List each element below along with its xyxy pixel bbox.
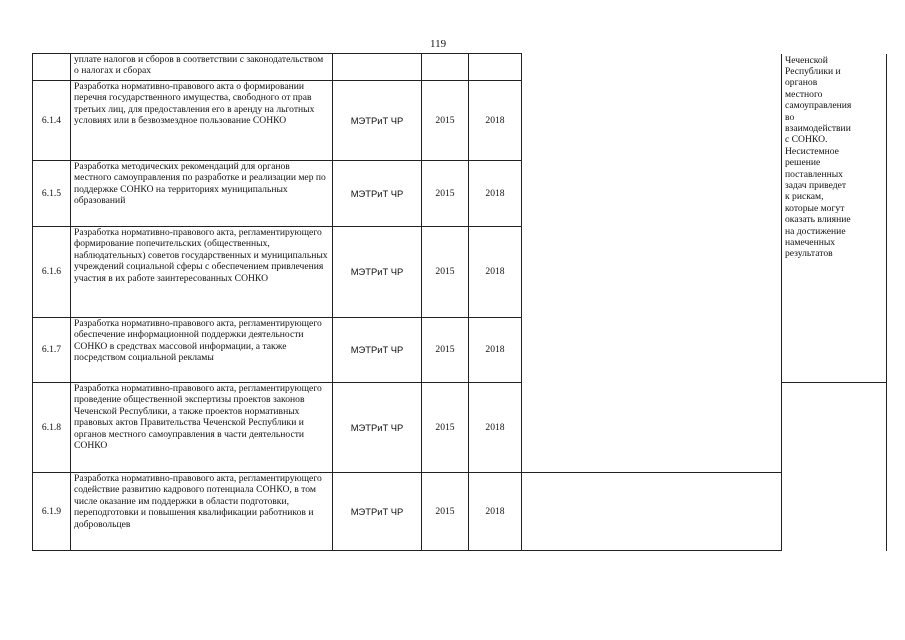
blank-column [522, 473, 782, 551]
executor: МЭТРиТ ЧР [333, 383, 422, 473]
executor: МЭТРиТ ЧР [333, 318, 422, 383]
end-year: 2018 [469, 227, 522, 318]
executor: МЭТРиТ ЧР [333, 81, 422, 161]
start-year: 2015 [422, 81, 469, 161]
row-number: 6.1.5 [33, 161, 71, 227]
measure-description: Разработка нормативно-правового акта, регламентирующего обеспечение информационной поддержки деятельности СОНКО в средствах массовой информации, а также посредством социальной рекламы [71, 318, 333, 383]
end-year: 2018 [469, 383, 522, 473]
table-row [33, 473, 889, 551]
measure-description: Разработка методических рекомендаций для органов местного самоуправления по разработке и реализации мер по поддержке СОНКО на территориях муниципальных образований [71, 161, 333, 227]
risk-cell-empty [782, 383, 887, 551]
end-year: 2018 [469, 318, 522, 383]
start-year: 2015 [422, 227, 469, 318]
measure-description: уплате налогов и сборов в соответствии с законодательством о налогах и сборах [71, 54, 333, 81]
row-number: 6.1.8 [33, 383, 71, 473]
start-year [422, 54, 469, 81]
risk-description: Чеченской Республики и органов местного самоуправления во взаимодействии с СОНКО. Несистемное решение поставленных задач приведет к рискам, которые могут оказать влияние на достижение намеченных результатов [785, 54, 852, 260]
measure-description: Разработка нормативно-правового акта, регламентирующего содействие развитию кадрового потенциала СОНКО, в том числе оказание им поддержки в области подготовки, переподготовки и повышения квалификации работников и добровольцев [71, 473, 333, 551]
start-year: 2015 [422, 161, 469, 227]
row-number: 6.1.9 [33, 473, 71, 551]
start-year: 2015 [422, 318, 469, 383]
measure-description: Разработка нормативно-правового акта, регламентирующего формирование попечительских (общественных, наблюдательных) советов государственных и муниципальных учреждений социальной сферы с обеспечением привлечения участия в их работе заинтересованных СОНКО [71, 227, 333, 318]
executor: МЭТРиТ ЧР [333, 161, 422, 227]
right-edge-line [887, 54, 889, 551]
end-year [469, 54, 522, 81]
measures-table [32, 53, 888, 551]
blank-column [522, 54, 782, 473]
row-number: 6.1.6 [33, 227, 71, 318]
measure-description: Разработка нормативно-правового акта о формировании перечня государственного имущества, свободного от прав третьих лиц, для предоставления его в аренду на льготных условиях или в безвозмездное пользование СОНКО [71, 81, 333, 161]
row-number [33, 54, 71, 81]
page-number: 119 [430, 38, 447, 50]
end-year: 2018 [469, 81, 522, 161]
start-year: 2015 [422, 383, 469, 473]
end-year: 2018 [469, 473, 522, 551]
start-year: 2015 [422, 473, 469, 551]
executor [333, 54, 422, 81]
executor: МЭТРиТ ЧР [333, 473, 422, 551]
executor: МЭТРиТ ЧР [333, 227, 422, 318]
risk-cell [782, 54, 887, 383]
end-year: 2018 [469, 161, 522, 227]
table-row [33, 54, 889, 81]
row-number: 6.1.4 [33, 81, 71, 161]
row-number: 6.1.7 [33, 318, 71, 383]
measure-description: Разработка нормативно-правового акта, регламентирующего проведение общественной экспертизы проектов законов Чеченской Республики, а также проектов нормативных правовых актов Правительства Чеченской Республики и органов местного самоуправления в части деятельности СОНКО [71, 383, 333, 473]
